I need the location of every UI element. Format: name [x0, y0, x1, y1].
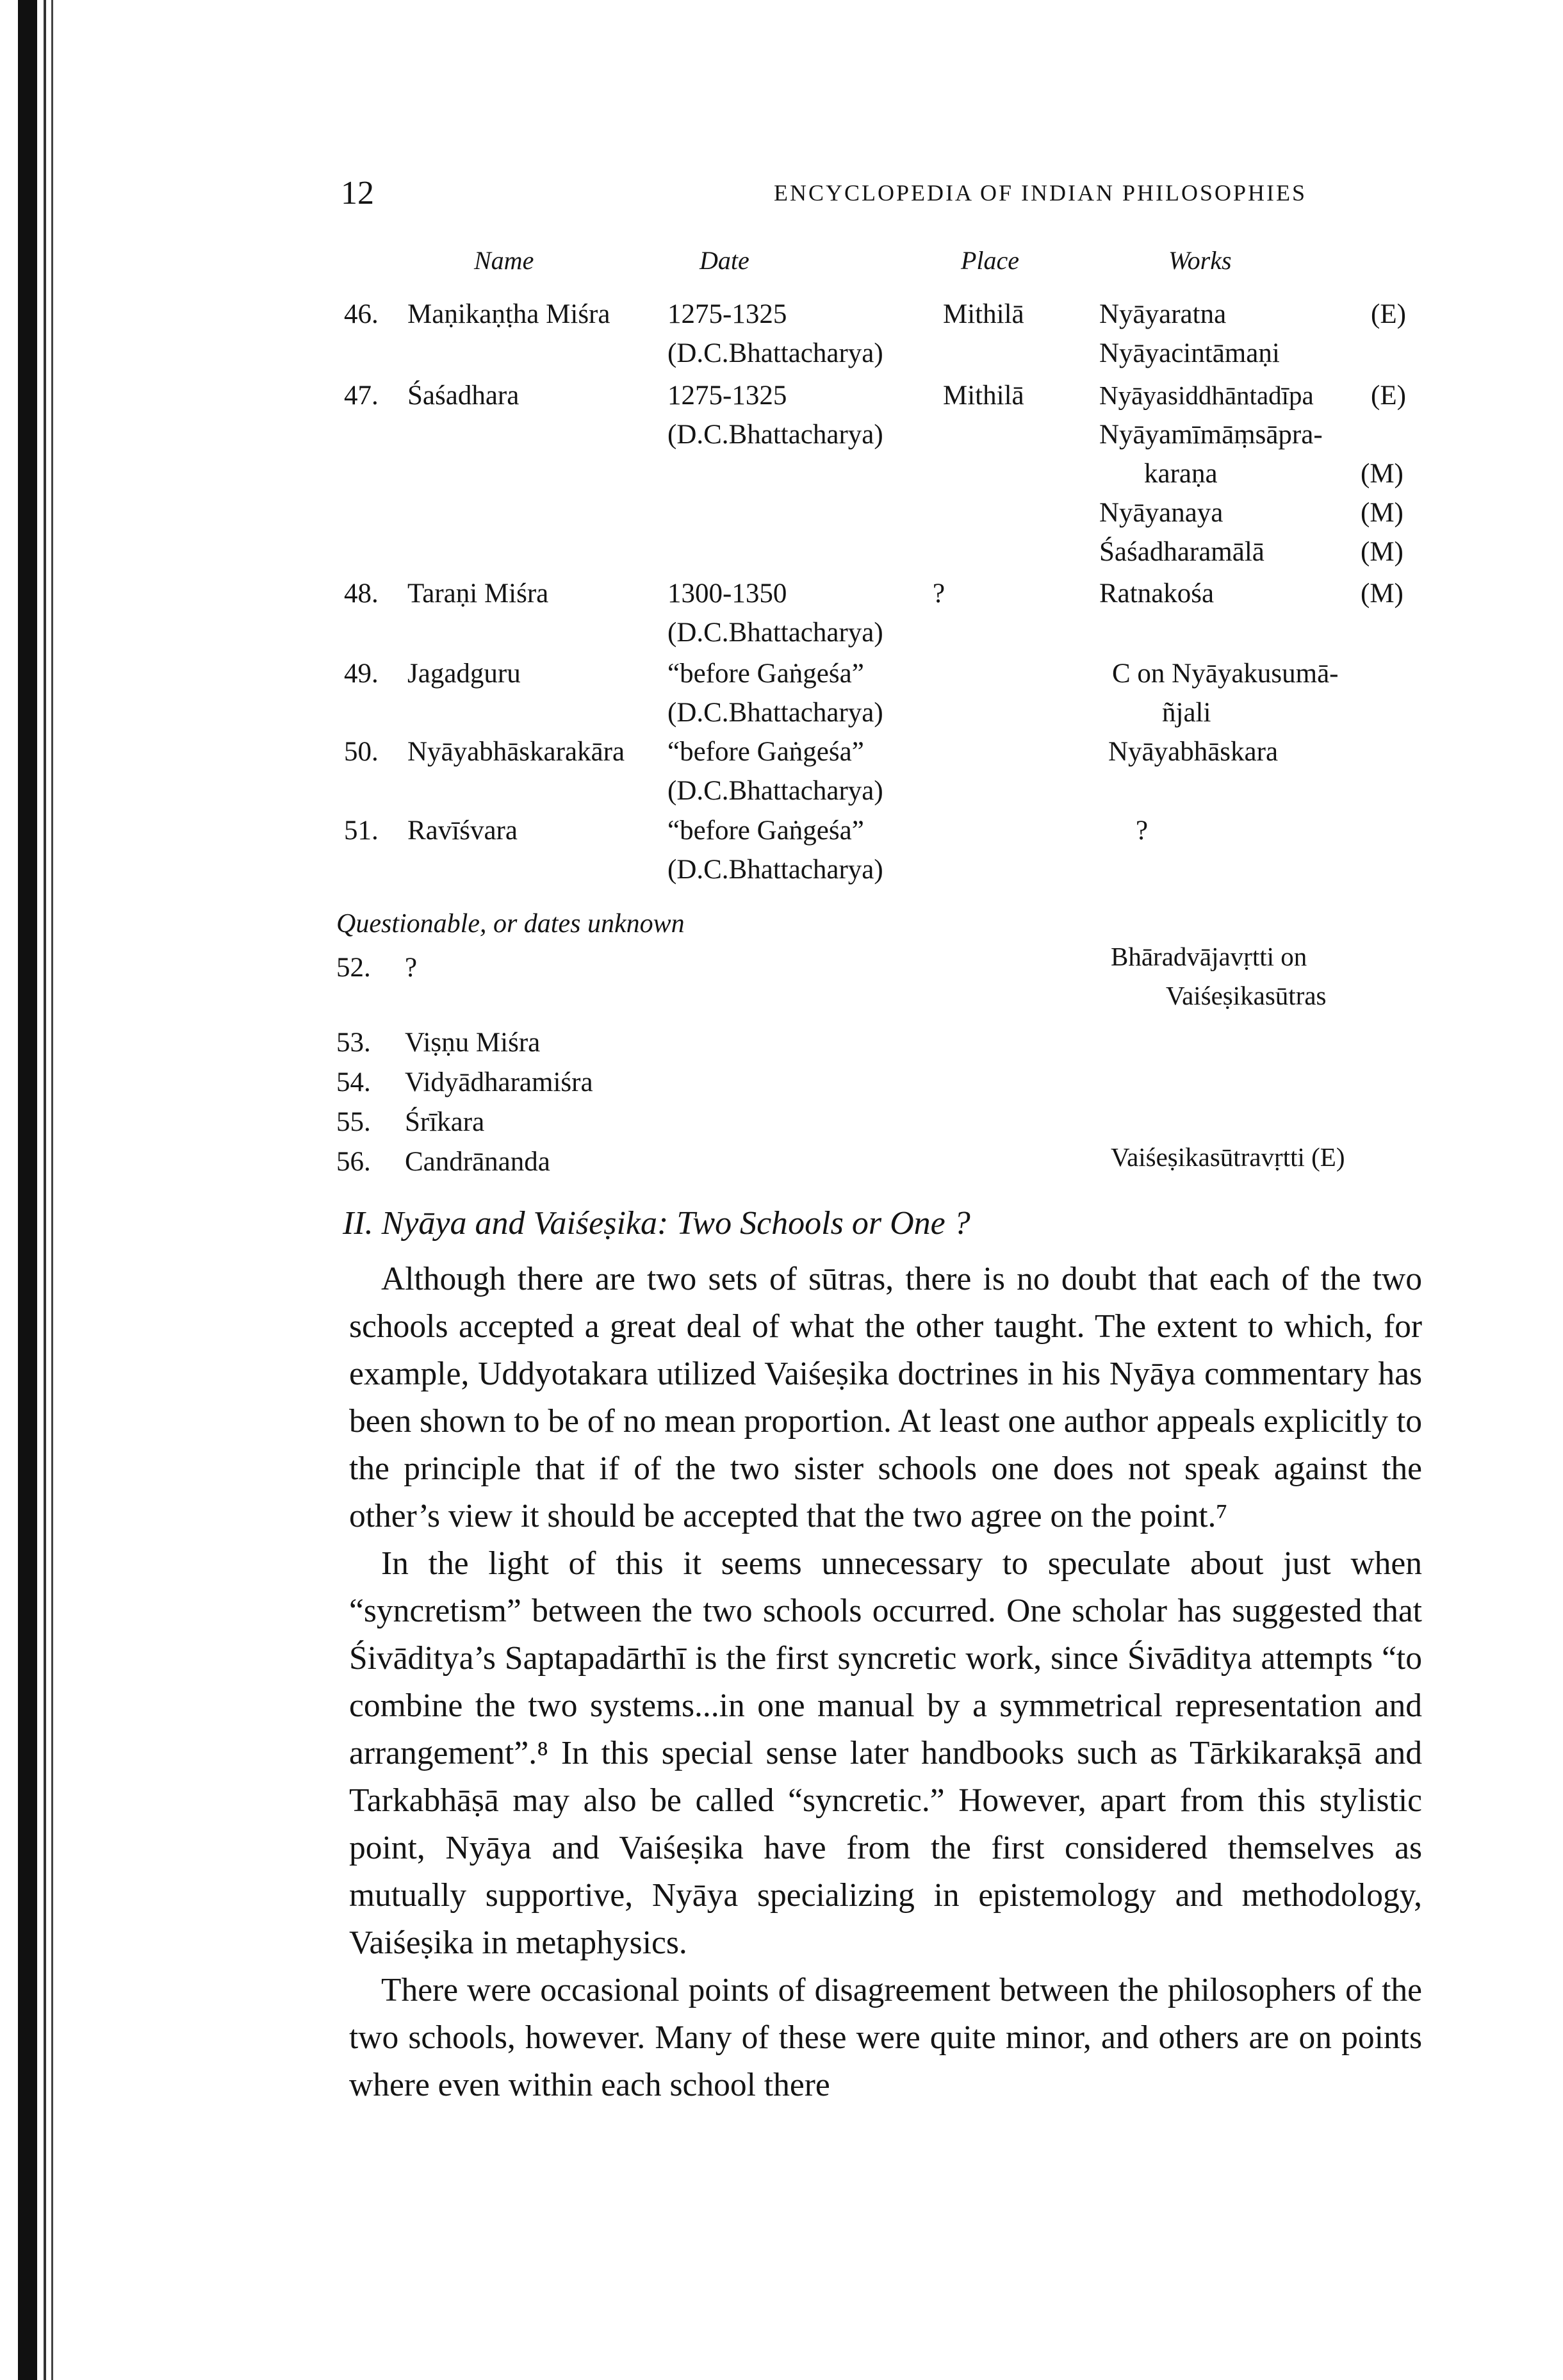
row-number: 48.: [344, 579, 379, 609]
work-title: Nyāyamīmāṃsāpra-: [1099, 420, 1323, 450]
row-number: 56.: [336, 1147, 371, 1177]
place: Mithilā: [943, 381, 1024, 411]
paragraph: Although there are two sets of sūtras, there is no doubt that each of the two schools accepted a great deal of what the other taught. The extent to which, for example, Uddyotakara utilized Vaiśeṣika doctrines in his Nyāya commentary has been shown to be of no mean proportion. At least one author appeals explicitly to the principle that if of the two sister schools one does not speak against the other’s view it should be accepted that the two agree on the point.⁷: [349, 1261, 1422, 1534]
body-text: [349, 1256, 1422, 2109]
date-source: (D.C.Bhattacharya): [667, 338, 883, 368]
row-number: 52.: [336, 953, 371, 983]
work-title: Nyāyacintāmaṇi: [1099, 338, 1280, 368]
paragraph: There were occasional points of disagreement between the philosophers of the two schools, however. Many of these were quite minor, and others are on points where even within each school there: [349, 1972, 1422, 2103]
row-number: 55.: [336, 1107, 371, 1137]
binding-edge: [18, 0, 37, 2380]
date-source: (D.C.Bhattacharya): [667, 420, 883, 450]
philosopher-name: Viṣṇu Miśra: [405, 1028, 541, 1058]
work-title: Vaiśeṣikasūtravṛtti (E): [1111, 1142, 1345, 1172]
work-title: Nyāyaratna: [1099, 299, 1227, 329]
philosopher-name: Candrānanda: [405, 1147, 550, 1177]
binding-edge-line: [51, 0, 53, 2380]
philosopher-name: ?: [405, 953, 418, 983]
work-code: (E): [1371, 381, 1406, 411]
date-range: 1300-1350: [667, 579, 787, 609]
column-header-name: Name: [474, 246, 534, 275]
work-code: (E): [1371, 299, 1406, 329]
page-number: 12: [341, 175, 374, 211]
philosopher-name: Vidyādharamiśra: [405, 1067, 593, 1097]
date-range: “before Gaṅgeśa”: [667, 659, 864, 689]
work-title: Nyāyasiddhāntadīpa: [1099, 381, 1314, 410]
row-number: 47.: [344, 381, 379, 411]
date-range: “before Gaṅgeśa”: [667, 737, 864, 767]
work-title: Śaśadharamālā: [1099, 537, 1264, 567]
date-source: (D.C.Bhattacharya): [667, 855, 883, 885]
row-number: 46.: [344, 299, 379, 329]
work-title: ñjali: [1162, 698, 1211, 728]
work-title: C on Nyāyakusumā-: [1112, 659, 1339, 689]
date-range: 1275-1325: [667, 381, 787, 411]
date-source: (D.C.Bhattacharya): [667, 618, 883, 648]
column-header-works: Works: [1168, 246, 1232, 275]
work-title: karaṇa: [1144, 459, 1218, 489]
row-number: 51.: [344, 816, 379, 846]
place: Mithilā: [943, 299, 1024, 329]
binding-edge-line: [44, 0, 46, 2380]
row-number: 50.: [344, 737, 379, 767]
work-title: Nyāyanaya: [1099, 498, 1223, 528]
philosopher-name: Śrīkara: [405, 1107, 485, 1137]
work-title: Bhāradvājavṛtti on: [1111, 942, 1307, 971]
questionable-heading: Questionable, or dates unknown: [336, 909, 685, 939]
work-title: Vaiśeṣikasūtras: [1166, 981, 1327, 1010]
section-heading: II. Nyāya and Vaiśeṣika: Two Schools or One ?: [343, 1205, 970, 1242]
work-title: Ratnakośa: [1099, 579, 1215, 609]
paragraph: In the light of this it seems unnecessary to speculate about just when “syncretism” between the two schools occurred. One scholar has suggested that Śivāditya’s Saptapadārthī is the first syncretic work, since Śivāditya attempts “to combine the two systems...in one manual by a symmetrical representation and arrangement”.⁸ In this special sense later handbooks such as Tārkikarakṣā and Tarkabhāṣā may also be called “syncretic.” However, apart from this stylistic point, Nyāya and Vaiśeṣika have from the first considered themselves as mutually supportive, Nyāya specializing in epistemology and methodology, Vaiśeṣika in metaphysics.: [349, 1545, 1422, 1961]
philosopher-name: Maṇikaṇṭha Miśra: [407, 299, 610, 329]
philosopher-name: Nyāyabhāskarakāra: [407, 737, 625, 767]
philosopher-name: Taraṇi Miśra: [407, 579, 549, 609]
row-number: 53.: [336, 1028, 371, 1058]
column-header-date: Date: [700, 246, 749, 275]
running-head: ENCYCLOPEDIA OF INDIAN PHILOSOPHIES: [774, 180, 1307, 206]
philosopher-name: Śaśadhara: [407, 381, 520, 411]
work-code: (M): [1361, 459, 1403, 489]
date-range: 1275-1325: [667, 299, 787, 329]
work-code: (M): [1361, 579, 1403, 609]
work-code: (M): [1361, 498, 1403, 528]
date-range: “before Gaṅgeśa”: [667, 816, 864, 846]
column-header-place: Place: [961, 246, 1020, 275]
row-number: 54.: [336, 1067, 371, 1097]
row-number: 49.: [344, 659, 379, 689]
work-title: ?: [1136, 816, 1149, 846]
work-title: Nyāyabhāskara: [1108, 737, 1279, 767]
date-source: (D.C.Bhattacharya): [667, 698, 883, 728]
work-code: (M): [1361, 537, 1403, 567]
philosopher-name: Ravīśvara: [407, 816, 518, 846]
date-source: (D.C.Bhattacharya): [667, 776, 883, 806]
place: ?: [933, 579, 945, 609]
philosopher-name: Jagadguru: [407, 659, 521, 689]
